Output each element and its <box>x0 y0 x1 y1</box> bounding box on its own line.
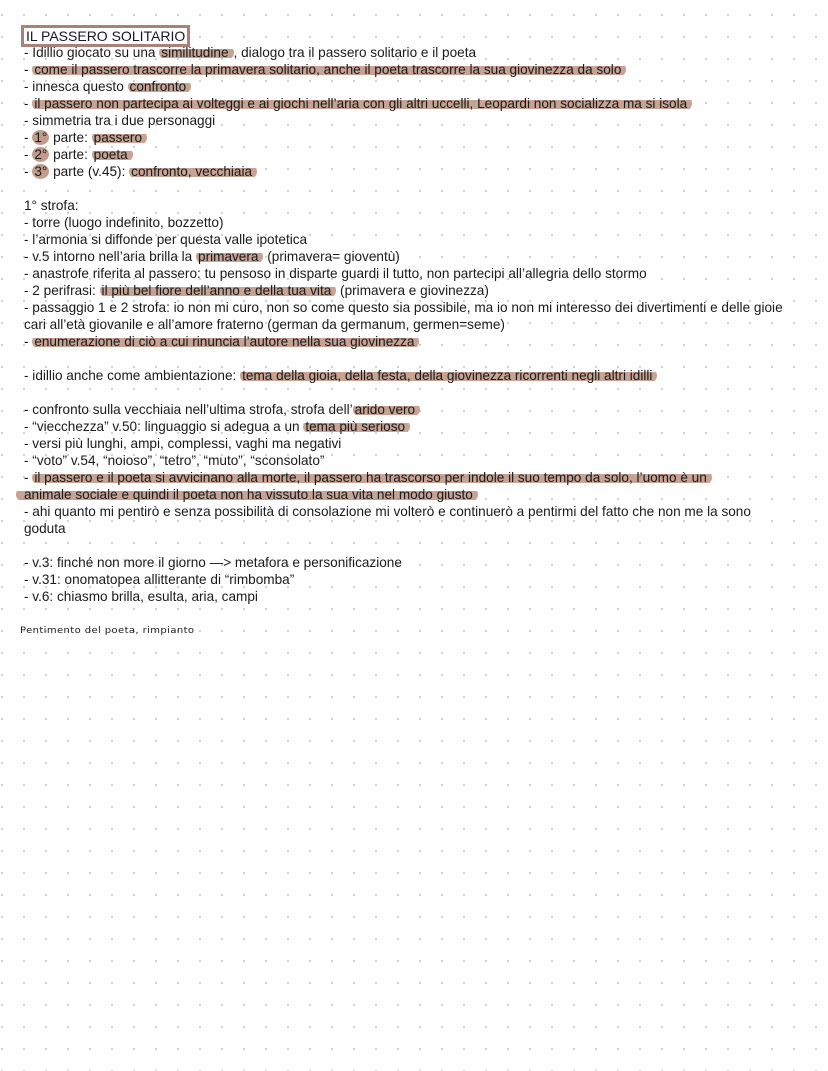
text: - idillio anche come ambientazione: <box>24 368 241 383</box>
text: - Idillio giocato su una <box>24 45 160 60</box>
text: - <box>24 62 33 77</box>
text: (primavera= gioventù) <box>263 249 400 264</box>
text: - confronto sulla vecchiaia nell’ultima strofa, strofa dell’ <box>24 402 353 417</box>
text: - “voto” v.54, “noioso”, “tetro”, “muto”, “sconsolato” <box>24 453 325 468</box>
vecchiaia-line <box>24 418 814 435</box>
part-number: 1° <box>34 130 48 145</box>
vecchiaia-line <box>24 452 814 469</box>
highlight: enumerazione di ciò a cui rinuncia l’autore nella sua giovinezza <box>32 334 419 349</box>
highlight: il più bel fiore dell’anno e della tua vita <box>100 283 337 298</box>
highlight: primavera <box>196 249 263 264</box>
part-number: 2° <box>34 147 48 162</box>
intro-line <box>24 95 814 112</box>
text: parte (v.45): <box>49 164 130 179</box>
strofa-line <box>24 333 814 350</box>
highlight: il passero e il poeta si avvicinano alla morte, il passero ha trascorso per indole il suo tempo da solo, l’uomo è un <box>32 470 712 485</box>
title-row <box>24 25 814 44</box>
notes-content <box>24 25 814 605</box>
spacer <box>24 384 814 401</box>
text: - v.5 intorno nell’aria brilla la <box>24 249 197 264</box>
strofa-line <box>24 282 814 299</box>
text: - l’armonia si diffonde per questa valle ipotetica <box>24 232 308 247</box>
strofa-passaggio: - passaggio 1 e 2 strofa: io non mi curo, non so come questo sia possibile, ma io non mi interesso dei divertimenti e delle gioie cari all’età giovanile e all’amore fraterno (german da germanum, germen=seme) <box>24 300 783 332</box>
highlight: confronto <box>128 79 192 94</box>
text: - <box>24 334 33 349</box>
intro-line <box>24 61 814 78</box>
page-title: IL PASSERO SOLITARIO <box>21 25 190 47</box>
ambientazione-line <box>24 367 814 384</box>
vecchiaia-line <box>24 435 814 452</box>
highlight: passero <box>92 130 147 145</box>
vecchiaia-ahi: - ahi quanto mi pentirò e senza possibilità di consolazione mi volterò e continuerò a pentirmi del fatto che non me la sono goduta <box>24 504 751 536</box>
text: - anastrofe riferita al passero: tu pensoso in disparte guardi il tutto, non partecipi all’allegria dello stormo <box>24 266 647 281</box>
strofa-line <box>24 214 814 231</box>
spacer <box>24 180 814 197</box>
text: - torre (luogo indefinito, bozzetto) <box>24 215 224 230</box>
text: - versi più lunghi, ampi, complessi, vaghi ma negativi <box>24 436 342 451</box>
section-heading: 1° strofa: <box>24 198 79 213</box>
text: - innesca questo <box>24 79 128 94</box>
highlight: arido vero <box>353 402 420 417</box>
highlight: animale sociale e quindi il poeta non ha vissuto la sua vita nel modo giusto <box>16 487 478 502</box>
part-line: - 2° parte: poeta <box>24 146 814 163</box>
text: - simmetria tra i due personaggi <box>24 113 216 128</box>
highlight: tema più serioso <box>303 419 410 434</box>
text: - <box>24 470 33 485</box>
part-line: - 1° parte: passero <box>24 129 814 146</box>
strofa-line <box>24 265 814 282</box>
text: - <box>24 96 33 111</box>
spacer <box>24 537 814 554</box>
vecchiaia-line <box>24 486 814 503</box>
text: (primavera e giovinezza) <box>336 283 489 298</box>
highlight: il passero non partecipa ai volteggi e ai giochi nell’aria con gli altri uccelli, Leopardi non socializza ma si isola <box>32 96 692 111</box>
highlight: confronto, vecchiaia <box>129 164 257 179</box>
text: parte: <box>49 130 92 145</box>
vecchiaia-line <box>24 401 814 418</box>
figura-line: - v.31: onomatopea allitterante di “rimbomba” <box>24 572 295 587</box>
strofa-line <box>24 248 814 265</box>
text: , dialogo tra il passero solitario e il poeta <box>233 45 477 60</box>
part-line: - 3° parte (v.45): confronto, vecchiaia <box>24 163 814 180</box>
spacer <box>24 350 814 367</box>
part-number: 3° <box>34 164 48 179</box>
strofa-line <box>24 231 814 248</box>
highlight: come il passero trascorre la primavera solitario, anche il poeta trascorre la sua giovinezza da solo <box>32 62 626 77</box>
figura-line: - v.6: chiasmo brilla, esulta, aria, campi <box>24 589 258 604</box>
handwritten-note: Pentimento del poeta, rimpianto <box>20 626 195 636</box>
vecchiaia-line <box>24 469 814 486</box>
highlight: poeta <box>92 147 133 162</box>
text: parte: <box>49 147 92 162</box>
intro-line <box>24 112 814 129</box>
intro-line <box>24 44 814 61</box>
figura-line: - v.3: finché non more il giorno —> metafora e personificazione <box>24 555 402 570</box>
highlight: tema della gioia, della festa, della giovinezza ricorrenti negli altri idilli <box>240 368 657 383</box>
text: - 2 perifrasi: <box>24 283 100 298</box>
text: - “viecchezza” v.50: linguaggio si adegua a un <box>24 419 304 434</box>
intro-line <box>24 78 814 95</box>
highlight: similitudine <box>159 45 233 60</box>
